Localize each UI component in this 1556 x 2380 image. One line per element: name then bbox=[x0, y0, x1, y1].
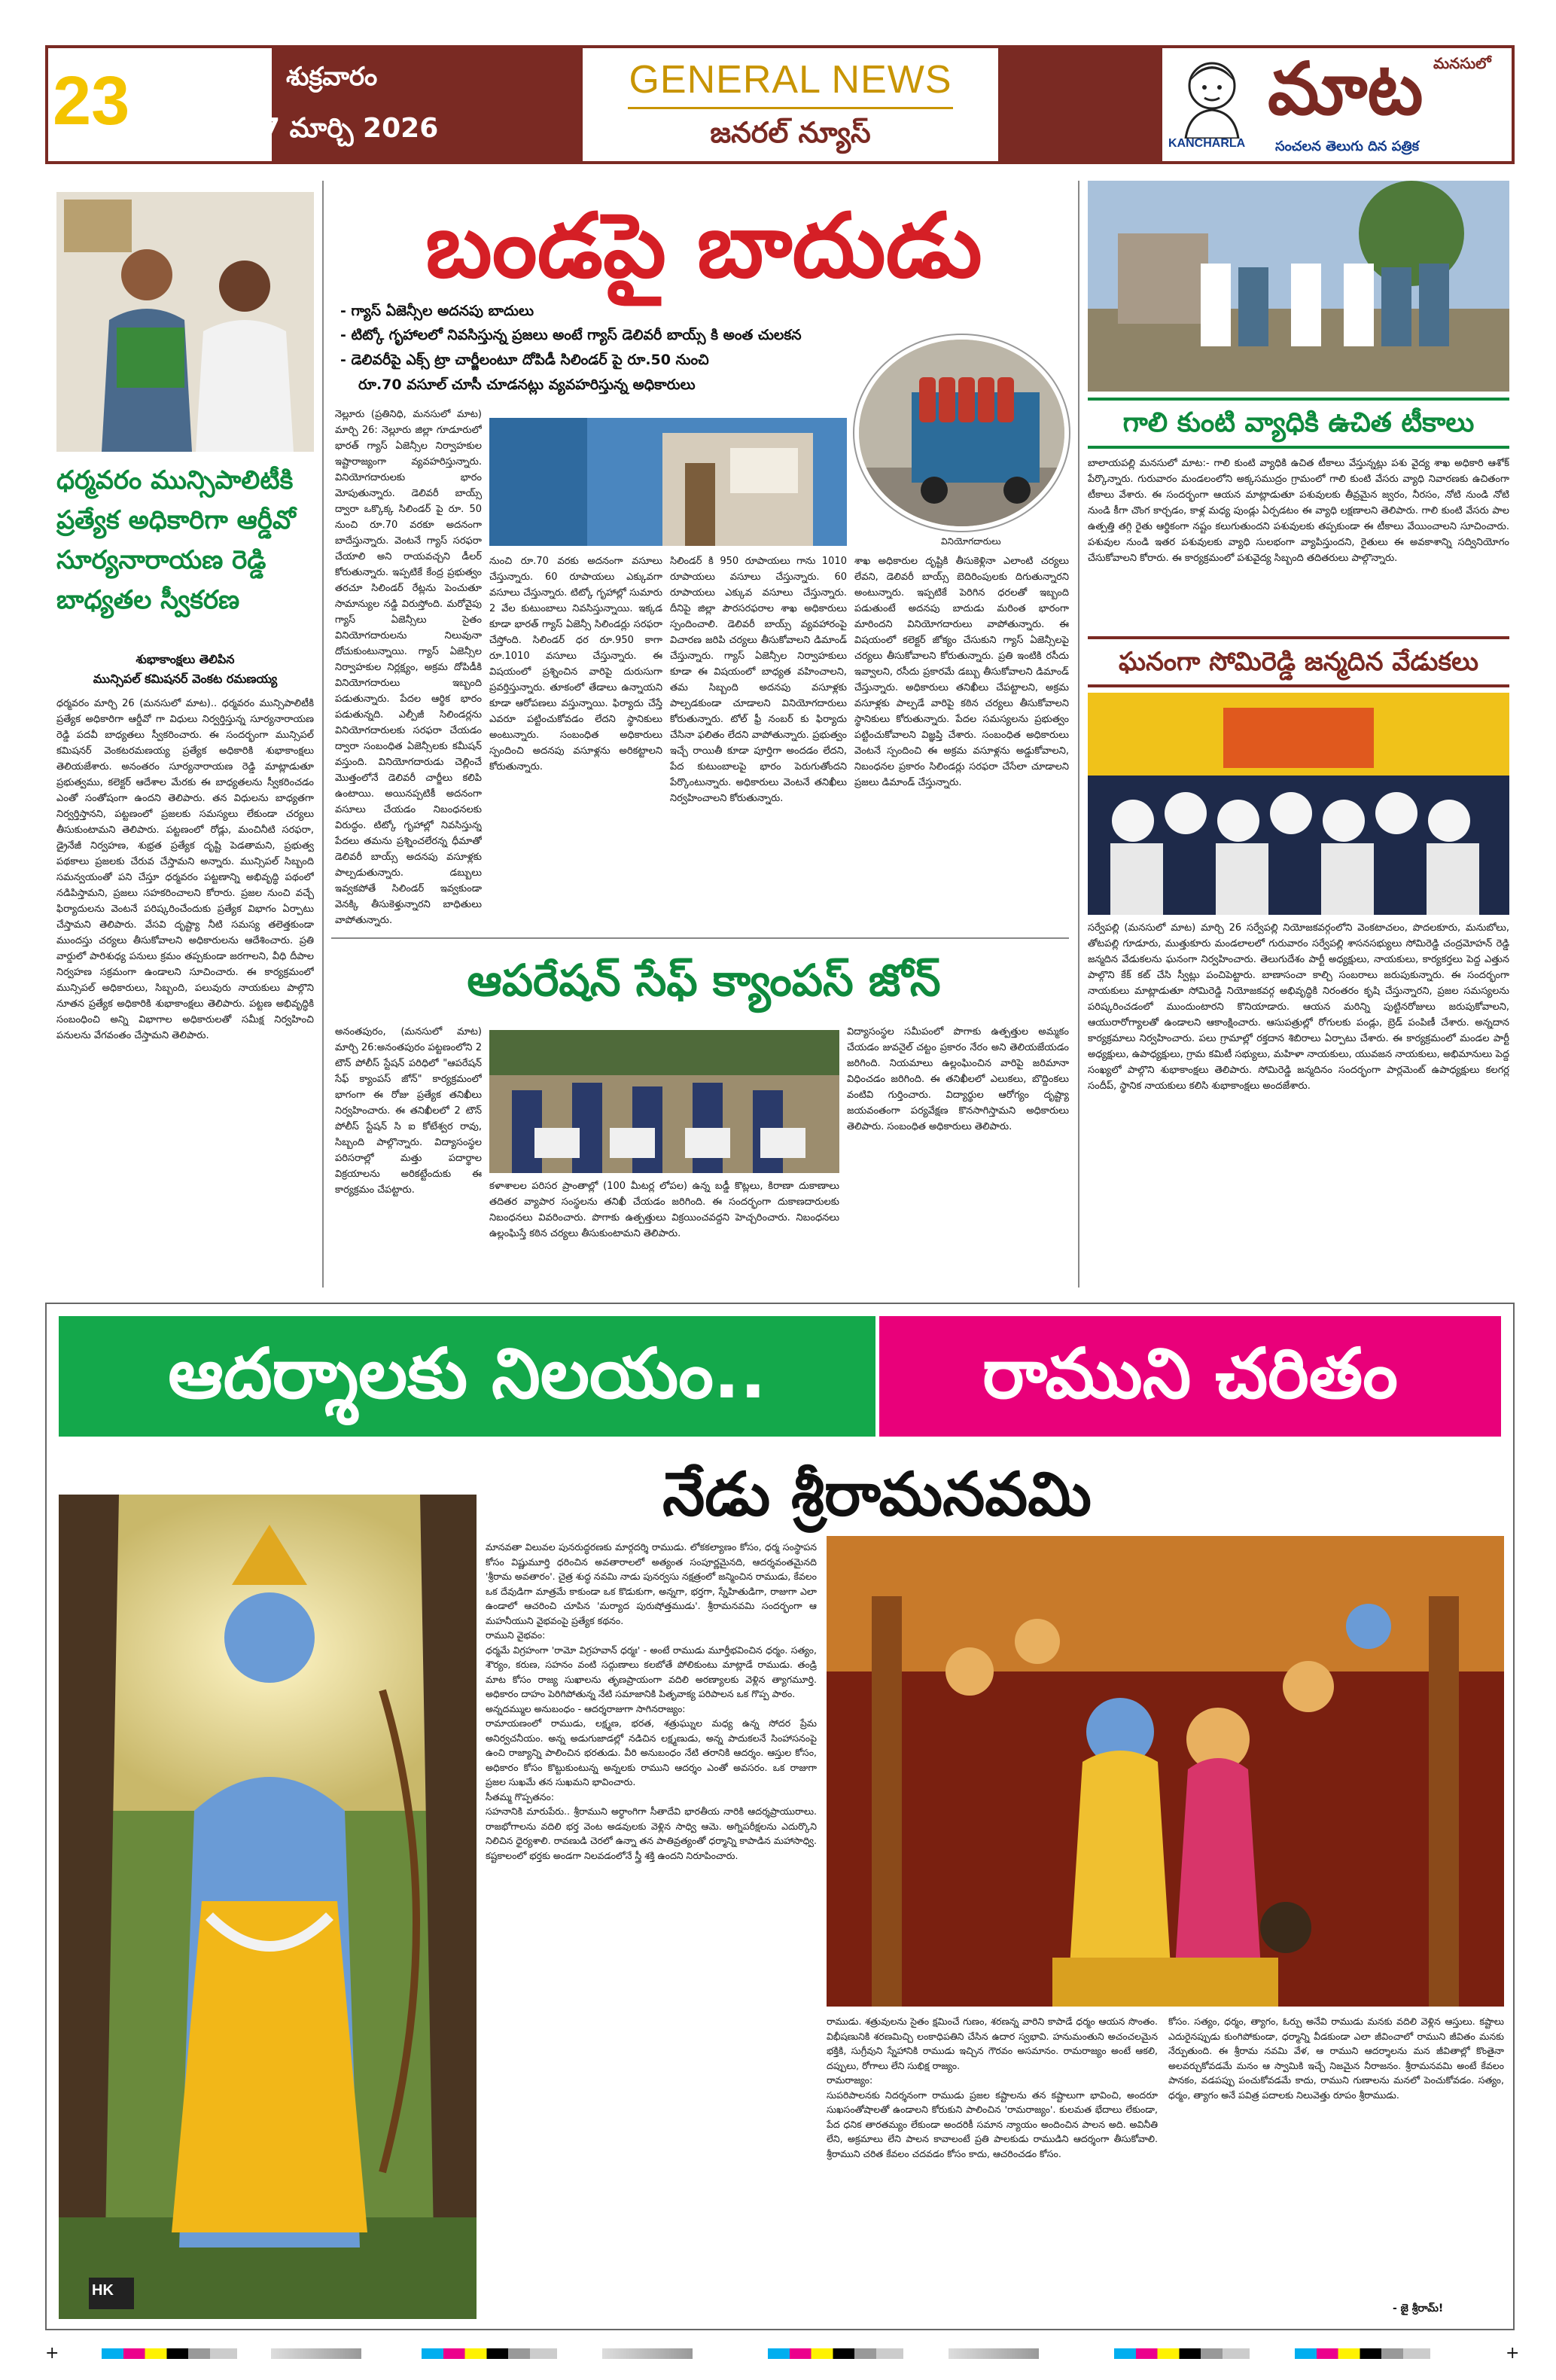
banner-right bbox=[879, 1316, 1501, 1437]
weekday: శుక్రవారం bbox=[286, 62, 378, 92]
logo-tagline: సంచలన తెలుగు దిన పత్రిక bbox=[1275, 139, 1419, 154]
left-story-sub2: మున్సిపల్ కమిషనర్ వెంకట రమణయ్య bbox=[93, 672, 278, 686]
feature-col-1: మానవతా విలువల పునరుద్ధరణకు మార్గదర్శి రాముడు. లోకకల్యాణం కోసం, ధర్మ సంస్థాపన కోసం విష్ణుమూర్తి ధరించిన అవతారాలలో అత్యంత సంపూర్ణమైనది, ఆదర్శవంతమైనది 'శ్రీరామ అవతారం'. చైత్ర శుద్ధ నవమి నాడు పునర్వసు నక్షత్రంలో జన్మించిన రాముడు, కేవలం ఒక దేవుడిగా మాత్రమే కాకుండా ఒక కొడుకుగా, అన్నగా, భర్తగా, స్నేహితుడిగా, రాజుగా ఎలా ఉండాలో ఆచరించి చూపిన 'మర్యాద పురుషోత్తముడు'. శ్రీరామనవమి సందర్భంగా ఆ మహనీయుని వైభవంపై ప్రత్యేక కథనం. రాముని వైభవం: ధర్మమే విగ్రహంగా 'రామో విగ్రహవాన్ ధర్మః' - అంటే రాముడు మూర్తీభవించిన ధర్మం. సత్యం, శౌర్యం, కరుణ, సహనం వంటి సద్గుణాలు కలబోతే పోలికుంటు మాట్లాడే రాముడు. తండ్రి మాట కోసం రాజ్య సుఖాలను తృణప్రాయంగా వదిలి అరణ్యాలకు వెళ్లిన త్యాగమూర్తి. అధికారం దాహం పెరిగిపోతున్న నేటి సమాజానికి పితృవాక్య పరిపాలన ఒక గొప్ప పాఠం. అన్నదమ్ముల అనుబంధం - ఆదర్శరాజుగా సాగినరాజ్యం: రామాయణంలో రాముడు, లక్ష్మణ, భరత, శత్రుఘ్నుల మధ్య ఉన్న సోదర ప్రేమ అనిర్వచనీయం. అన్న అడుగుజాడల్లో నడిచిన లక్ష్మణుడు, అన్న పాదుకలనే సింహాసనంపై ఉంచి రాజ్యాన్ని పాలించిన భరతుడు. వీరి అనుబంధం నేటి తరానికి ఆదర్శం. ఆస్తుల కోసం, అధికారం కోసం కొట్టుకుంటున్న అన్నలకు రాముని ఆదర్శం ఎంతో అవసరం. ఒక రాజుగా ప్రజల సుఖమే తన సుఖమని భావించారు. సీతమ్మ గొప్పతనం: సహనానికి మారుపేరు.. శ్రీరాముని అర్ధాంగిగా సీతాదేవి భారతీయ నారికి ఆదర్శప్రాయురాలు. రాజభోగాలను వదిలి భర్త వెంట అడవులకు వెళ్లిన సాధ్వి ఆమె. అగ్నిపరీక్షలను ఎదుర్కొని నిలిచిన ధైర్యశాలి. రావణుడి చెరలో ఉన్నా తన పాతివ్రత్యంతో ధర్మాన్ని కాపాడిన మహాసాధ్వి. కష్టకాలంలో భర్తకు అండగా నిలవడంలోనే స్త్రీ శక్తి ఉందని నిరూపించారు. bbox=[486, 1541, 817, 1861]
operation-headline: ఆపరేషన్ సేఫ్ క్యాంపస్ జోన్ bbox=[467, 955, 941, 1006]
logo-small: మనసులో bbox=[1433, 54, 1491, 72]
vaccine-photo bbox=[1088, 181, 1509, 392]
left-story-title: ధర్మవరం మున్సిపాలిటీకి ప్రత్యేక అధికారిగా ఆర్డీవో సూర్యనారాయణ రెడ్డి బాధ్యతల స్వీకరణ bbox=[56, 465, 296, 615]
issue-date: 27 మార్చి 2026 bbox=[242, 113, 439, 144]
logo-brand: KANCHARLA bbox=[1168, 137, 1246, 150]
feature-signoff: - జై శ్రీరామ్! bbox=[1393, 2302, 1444, 2314]
section-title-en: GENERAL NEWS bbox=[629, 58, 952, 102]
print-color-bar: + + bbox=[45, 2344, 1520, 2363]
cylinder-truck-photo bbox=[854, 335, 1069, 531]
newspaper-logo bbox=[1159, 45, 1515, 164]
founder-portrait-icon bbox=[1174, 56, 1250, 139]
rama-portrait bbox=[59, 1495, 477, 2319]
birthday-headline: ఘనంగా సోమిరెడ్డి జన్మదిన వేడుకలు bbox=[1088, 636, 1509, 687]
date-box bbox=[45, 45, 275, 164]
left-story-body: ధర్మవరం మార్చి 26 (మనసులో మాట).. ధర్మవరం మున్సిపాలిటీకి ప్రత్యేక అధికారిగా ఆర్డీవో గా విధులు నిర్వర్తిస్తున్న సూర్యనారాయణ రెడ్డి పదవీ బాధ్యతలు స్వీకరించారు. ఈ సందర్భంగా మున్సిపల్ కమిషనర్ వెంకటరమణయ్య ప్రత్యేక అధికారికి శుభాకాంక్షలు తెలియజేశారు. అనంతరం సూర్యనారాయణ రెడ్డి మాట్లాడుతూ ప్రభుత్వము, కలెక్టర్ ఆదేశాల మేరకు ఈ బాధ్యతలను స్వీకరించడం ఎంతో సంతోషంగా ఉందని తెలిపారు. తన విధులను బాధ్యతగా నిర్వర్తిస్తానని, పట్టణంలో ప్రజలకు సమస్యలు లేకుండా చర్యలు తీసుకుంటామని తెలిపారు. పట్టణంలో రోడ్లు, మంచినీటి సరఫరా, డ్రైనేజీ నిర్వహణ, శుభ్రత ప్రత్యేక దృష్టి పెడతామని, ప్రభుత్వ పథకాలు ప్రజలకు చేరువ చేస్తామని అన్నారు. మున్సిపల్ సిబ్బంది సమన్వయంతో పని చేస్తూ ధర్మవరం పట్టణాన్ని అభివృద్ధి పథంలో నడిపిస్తామని, ప్రజలు సహకరించాలని కోరారు. ప్రజల నుంచి వచ్చే ఫిర్యాదులను వెంటనే పరిష్కరించేందుకు ప్రత్యేక విభాగం ఏర్పాటు చేస్తామని తెలిపారు. వేసవి దృష్ట్యా నీటి సమస్య తలెత్తకుండా ముందస్తు చర్యలు తీసుకోవాలని అధికారులను ఆదేశించారు. ప్రతి వార్డులో పారిశుధ్య పనులు క్రమం తప్పకుండా జరగాలని, వీధి దీపాల నిర్వహణ సక్రమంగా ఉండాలని సూచించారు. ఈ కార్యక్రమంలో మున్సిపల్ అధికారులు, సిబ్బంది, పలువురు నాయకులు పాల్గొని నూతన ప్రత్యేక అధికారికి శుభాకాంక్షలు తెలిపారు. పట్టణ అభివృద్ధికి సంబంధించి అన్ని విభాగాల అధికారులతో సమీక్ష నిర్వహించి పనులను వేగవంతం చేస్తామని తెలిపారు. bbox=[56, 698, 314, 1041]
feature-col-3: కోసం. సత్యం, ధర్మం, త్యాగం, ఓర్పు అనేవి రాముడు మనకు వదిలి వెళ్లిన ఆస్తులు. కష్టాలు ఎదురైనప్పుడు కుంగిపోకుండా, ధర్మాన్ని వీడకుండా ఎలా జీవించాలో రాముని జీవితం మనకు నేర్పుతుంది. ఈ శ్రీరామ నవమి వేళ, ఆ రాముని ఆదర్శాలను మన జీవితాల్లో కొంతైనా అలవర్చుకోవడమే మనం ఆ స్వామికి ఇచ్చే నిజమైన నీరాజనం. శ్రీరామనవమి అంటే కేవలం పానకం, వడపప్పు పంచుకోవడమే కాదు, రాముని గుణాలను మనలో పెంచుకోవడం. సత్యం, ధర్మం, త్యాగం అనే పవిత్ర పదాలకు నిలువెత్తు రూపం శ్రీరాముడు. bbox=[1168, 2016, 1504, 2101]
operation-col-1: అనంతపురం, (మనసులో మాట) మార్చి 26:అనంతపురం పట్టణంలోని 2 టౌన్ పోలీస్ స్టేషన్ పరిధిలో "ఆపరేషన్ సేఫ్ క్యాంపస్ జోన్" కార్యక్రమంలో భాగంగా ఈ రోజు ప్రత్యేక తనిఖీలు నిర్వహించారు. ఈ తనిఖీలలో 2 టౌన్ పోలీస్ స్టేషన్ సి ఐ కోటేశ్వర రావు, సిబ్బంది పాల్గొన్నారు. విద్యాసంస్థల పరిసరాల్లో మత్తు పదార్థాల విక్రయాలను అరికట్టేందుకు ఈ కార్యక్రమం చేపట్టారు. bbox=[335, 1026, 482, 1196]
officials-photo bbox=[56, 192, 314, 452]
main-headline: బండపై బాదుడు bbox=[425, 194, 982, 297]
tidco-building-photo bbox=[489, 418, 847, 546]
main-bullet-4: రూ.70 వసూల్ చూసీ చూడనట్లు వ్యవహరిస్తున్న అధికారులు bbox=[358, 376, 696, 393]
main-col-1: నెల్లూరు (ప్రతినిధి, మనసులో మాట) మార్చి 26: నెల్లూరు జిల్లా గూడూరులో భారత్ గ్యాస్ ఏజెన్సీల నిర్వాహకుల ఇష్టారాజ్యంగా వ్యవహరిస్తున్నారు. వినియోగదారులకు భారం మోపుతున్నారు. డెలివరీ బాయ్స్ ద్వారా ఒక్కొక్క సిలిండర్ పై రూ. 50 నుంచి రూ.70 వరకూ అదనంగా బాదేస్తున్నారు. వెంటనే గ్యాస్ సరఫరా చేయాలి అని రాయవచ్చని డీలర్ కోరుతున్నారు. ఇప్పటికే కేంద్ర ప్రభుత్వం తరచూ సిలిండర్ రేట్లను పెంచుతూ సామాన్యుల నడ్డి విరుస్తోంది. మరోవైపు గ్యాస్ ఏజెన్సీలు సైతం వినియోగదారులను నిలువునా దోచుకుంటున్నాయి. గ్యాస్ ఏజెన్సీల నిర్వాహకుల నిర్లక్ష్యం, అక్రమ దోపిడీకి వినియోగదారులు ఇబ్బంది పడుతున్నారు. పేదల ఆర్థిక భారం పడుతున్నది. ఎల్పీజీ సిలిండర్లను వినియోగదారులకు సరఫరా చేయడం ద్వారా సంబంధిత ఏజెన్సీలకు కమీషన్ వస్తుంది. వినియోగదారుడు చెల్లించే మొత్తంలోనే డెలివరీ చార్జీలు కలిపి ఉంటాయి. అయినప్పటికీ అదనంగా వసూలు చేయడం నిబంధనలకు విరుద్ధం. టిట్కో గృహాల్లో నివసిస్తున్న పేదలు తమను ప్రశ్నించలేరన్న ధీమాతో డెలివరీ బాయ్స్ అదనపు వసూళ్లకు పాల్పడుతున్నారు. డబ్బులు ఇవ్వకపోతే సిలిండర్ ఇవ్వకుండా వెనక్కి తీసుకెళ్తున్నారని బాధితులు వాపోతున్నారు. bbox=[335, 409, 482, 926]
campus-police-photo bbox=[489, 1030, 839, 1173]
main-bullet-3: - డెలివరీపై ఎక్స్ ట్రా చార్జీలంటూ దోపిడీ సిలిండర్ పై రూ.50 నుంచి bbox=[340, 352, 709, 368]
feature-col-2: రాముడు. శత్రువులను సైతం క్షమించే గుణం, శరణన్న వారిని కాపాడే ధర్మం ఆయన సొంతం. విభీషణునికి శరణమిచ్చి లంకాధిపతిని చేసిన ఉదార స్వభావి. హనుమంతుని అచంచలమైన భక్తికి, సుగ్రీవుని స్నేహానికి రాముడు ఇచ్చిన గౌరవం అసమానం. రామరాజ్యం అంటే ఆకలి, దప్పులు, రోగాలు లేని సుభిక్ష రాజ్యం. రామరాజ్యం: సుపరిపాలనకు నిదర్శనంగా రాముడు ప్రజల కష్టాలను తన కష్టాలుగా భావించి, అందరూ సుఖసంతోషాలతో ఉండాలని కోరుకుని పాలించిన 'రామరాజ్యం'. కులమత భేదాలు లేకుండా, పేద ధనిక తారతమ్యం లేకుండా అందరికీ సమాన న్యాయం అందించిన పాలన అది. అవినీతి లేని, అక్రమాలు లేని పాలన కావాలంటే ప్రతి పాలకుడు రాముడిని ఆదర్శంగా తీసుకోవాలి. శ్రీరాముని చరిత కేవలం చదవడం కోసం కాదు, ఆచరించడం కోసం. bbox=[827, 2016, 1158, 2159]
birthday-body: సర్వేపల్లి (మనసులో మాట) మార్చి 26 సర్వేపల్లి నియోజకవర్గంలోని వెంకటాచలం, పొదలకూరు, మనుబోలు, తోటపల్లి గూడూరు, ముత్తుకూరు మండలాలలో గురువారం సర్వేపల్లి శాసనసభ్యులు సోమిరెడ్డి చంద్రమోహన్ రెడ్డి జన్మదిన వేడుకలను ఘనంగా నిర్వహించారు. తెలుగుదేశం పార్టీ అధ్యక్షులు, నాయకులు, కార్యకర్తలు పెద్ద ఎత్తున పాల్గొని కేక్ కట్ చేసి స్వీట్లు పంచిపెట్టారు. బాణాసంచా కాల్చి సంబరాలు జరుపుకున్నారు. ఈ సందర్భంగా నాయకులు మాట్లాడుతూ సోమిరెడ్డి నియోజకవర్గ అభివృద్ధికి నిరంతరం కృషి చేస్తున్నారని, ప్రజల సమస్యలను పరిష్కరించడంలో ముందుంటారని కొనియాడారు. ఆయన మరిన్ని పుట్టినరోజులు జరుపుకోవాలని, ఆయురారోగ్యాలతో ఉండాలని ఆకాంక్షించారు. ఆసుపత్రుల్లో రోగులకు పండ్లు, బ్రెడ్ పంపిణీ చేశారు. అన్నదాన కార్యక్రమాలు నిర్వహించారు. పలు గ్రామాల్లో రక్తదాన శిబిరాలు ఏర్పాటు చేశారు. ఈ కార్యక్రమంలో మండల పార్టీ అధ్యక్షులు, ఉపాధ్యక్షులు, గ్రామ కమిటీ సభ్యులు, మహిళా నాయకులు, యువజన నాయకులు, అభిమానులు పెద్ద సంఖ్యలో పాల్గొని శుభాకాంక్షలు తెలిపారు. సోమిరెడ్డి జన్మదినం సందర్భంగా పార్లమెంట్ ఉపాధ్యక్షులు కలగర్ల సందీప్, స్థానిక నాయకులు కలిసి శుభాకాంక్షలు అందజేశారు. bbox=[1088, 922, 1509, 1092]
banner-right-text: రాముని చరితం bbox=[982, 1333, 1398, 1414]
page-number: 23 bbox=[53, 62, 130, 139]
feature-subhead: నేడు శ్రీరామనవమి bbox=[662, 1459, 1092, 1529]
main-col-4: శాఖ అధికారుల దృష్టికి తీసుకెళ్లినా ఎలాంటి చర్యలు లేవని, డెలివరీ బాయ్స్ బెదిరింపులకు దిగుతున్నారని అంటున్నారు. ఇప్పటికే పెరిగిన ధరలతో ఇబ్బంది పడుతుంటే అదనపు బాదుడు మరింత భారంగా మారిందని వినియోగదారులు వాపోతున్నారు. ఈ విషయంలో కలెక్టర్ జోక్యం చేసుకుని గ్యాస్ ఏజెన్సీలపై చర్యలు తీసుకోవాలని కోరుతున్నారు. ప్రతి ఇంటికి రసీదు ఇవ్వాలని, రసీదు ప్రకారమే డబ్బు తీసుకోవాలని డిమాండ్ చేస్తున్నారు. అధికారులు తనిఖీలు చేపట్టాలని, అక్రమ వసూళ్లకు పాల్పడే వారిపై కఠిన చర్యలు తీసుకోవాలని స్థానికులు కోరుతున్నారు. పేదల సమస్యలను ప్రభుత్వం పట్టించుకోవాలని విజ్ఞప్తి చేశారు. సంబంధిత అధికారులు వెంటనే స్పందించి ఈ అక్రమ వసూళ్లను అడ్డుకోవాలని, నిబంధనల ప్రకారం సిలిండర్లు సరఫరా చేసేలా చూడాలని ప్రజలు డిమాండ్ చేస్తున్నారు. bbox=[854, 556, 1069, 788]
vaccine-headline: గాలి కుంటి వ్యాధికి ఉచిత టీకాలు bbox=[1088, 398, 1509, 449]
main-col-2: నుంచి రూ.70 వరకు అదనంగా వసూలు చేస్తున్నారు. 60 రూపాయలు ఎక్కువగా వసూలు చేస్తున్నారు. టిట్కో గృహాల్లో సుమారు 2 వేల కుటుంబాలు నివసిస్తున్నాయి. ఇక్కడ కూడా భారత్ గ్యాస్ ఏజెన్సీ సిలిండర్లు సరఫరా చేస్తోంది. సిలిండర్ ధర రూ.950 కాగా రూ.1010 వసూలు చేస్తున్నారు. ఈ విషయంలో ప్రశ్నించిన వారిపై దురుసుగా ప్రవర్తిస్తున్నారు. తూకంలో తేడాలు ఉన్నాయని కూడా ఆరోపణలు వస్తున్నాయి. ఫిర్యాదు చేస్తే ఎవరూ పట్టించుకోవడం లేదని స్థానికులు అంటున్నారు. సంబంధిత అధికారులు స్పందించి అదనపు వసూళ్లను అరికట్టాలని కోరుతున్నారు. bbox=[489, 556, 662, 773]
banner-left-text: ఆదర్శాలకు నిలయం.. bbox=[168, 1333, 766, 1414]
logo-title: మాట bbox=[1268, 47, 1424, 131]
main-bullet-2: - టిట్కో గృహాలలో నివసిస్తున్న ప్రజలు అంటే గ్యాస్ డెలివరీ బాయ్స్ కి అంత చులకన bbox=[340, 327, 802, 343]
section-box bbox=[580, 45, 1001, 164]
left-story-sub1: శుభాకాంక్షలు తెలిపిన bbox=[136, 652, 235, 666]
photo-caption: వినియోగదారులు bbox=[941, 536, 1001, 547]
rama-darbar-painting bbox=[827, 1536, 1504, 2007]
vaccine-body: బాలాయపల్లి మనసులో మాట:- గాలి కుంటి వ్యాధికి ఉచిత టీకాలు వేస్తున్నట్లు పశు వైద్య శాఖ అధికారి ఆశోక్ పేర్కొన్నారు. గురువారం మండలంలోని అక్కసముద్రం గ్రామంలో గాలి కుంటి వేసరు వ్యాధి నివారణకు ఉచితంగా టీకాలు వేశారు. ఈ సందర్భంగా ఆయన మాట్లాడుతూ పశువులకు తీవ్రమైన జ్వరం, నీరసం, నోటి నుండి నోటి నుండి కీగా చొంగ కార్చడం, కాళ్ల మధ్య పుండ్లు ఏర్పడటం ఈ వ్యాధి లక్షణాలని తెలిపారు. గాలి కుంటి వేసరు పాల ఉత్పత్తి తగ్గి రైతు ఆర్థికంగా నష్టం కలుగుతుందని పశువులకు తప్పకుండా ఈ టీకాలు వేయించాలని సూచించారు. పశువుల నుండి ఇతర పశువులకు వ్యాధి సులభంగా వ్యాపిస్తుందని, రైతులు ఈ అవకాశాన్ని సద్వినియోగం చేసుకోవాలని కోరారు. ఈ కార్యక్రమంలో పశువైద్య సిబ్బంది తదితరులు పాల్గొన్నారు. bbox=[1088, 458, 1509, 564]
operation-col-2: కళాశాలల పరిసర ప్రాంతాల్లో (100 మీటర్ల లోపల) ఉన్న బడ్డీ కొట్లలు, కిరాణా దుకాణాలు తదితర వ్యాపార సంస్థలను తనిఖీ చేయడం జరిగింది. ఈ సందర్భంగా దుకాణదారులకు నిబంధనలు వివరించారు. పొగాకు ఉత్పత్తులు విక్రయించవద్దని హెచ్చరించారు. నిబంధనలు ఉల్లంఘిస్తే కఠిన చర్యలు తీసుకుంటామని తెలిపారు. bbox=[489, 1181, 839, 1239]
artist-mark: HK bbox=[92, 2282, 114, 2299]
section-title-te: జనరల్ న్యూస్ bbox=[710, 116, 871, 149]
birthday-photo bbox=[1088, 693, 1509, 915]
main-col-3: సిలిండర్ కి 950 రూపాయలు గాను 1010 రూపాయలు వసూలు చేస్తున్నారు. 60 రూపాయలు ఎక్కువ వసూలు చేస్తున్నారు. దీనిపై జిల్లా పౌరసరఫరాల శాఖ అధికారులు స్పందించాలి. డెలివరీ బాయ్స్ వ్యవహారంపై విచారణ జరిపి చర్యలు తీసుకోవాలని డిమాండ్ చేస్తున్నారు. గ్యాస్ ఏజెన్సీల నిర్వాహకులు కూడా ఈ విషయంలో బాధ్యత వహించాలని, తమ సిబ్బంది అదనపు వసూళ్లకు పాల్పడకుండా చూడాలని వినియోగదారులు కోరుతున్నారు. టోల్ ఫ్రీ నంబర్ కు ఫిర్యాదు చేసినా ఫలితం లేదని వాపోతున్నారు. ప్రభుత్వం ఇచ్చే రాయితీ కూడా పూర్తిగా అందడం లేదని, పేద కుటుంబాలపై భారం పెరుగుతోందని పేర్కొంటున్నారు. అధికారులు వెంటనే తనిఖీలు నిర్వహించాలని కోరుతున్నారు. bbox=[670, 556, 847, 804]
main-bullet-1: - గ్యాస్ ఏజెన్సీల అదనపు బాదులు bbox=[340, 303, 534, 319]
banner-left bbox=[59, 1316, 875, 1437]
operation-col-3: విద్యాసంస్థల సమీపంలో పొగాకు ఉత్పత్తుల అమ్మకం చేయడం జువనైల్ చట్టం ప్రకారం నేరం అని తెలియజేయడం జరిగింది. నియమాలు ఉల్లంఘించిన వారిపై జరిమానా విధించడం జరిగింది. ఈ తనిఖీలలో ఎలుకలు, బొద్దింకలు వంటివి గుర్తించారు. విద్యార్థుల ఆరోగ్యం దృష్ట్యా జయవంతంగా పర్యవేక్షణ కొనసాగిస్తామని అధికారులు తెలిపారు. సంబంధిత అధికారులు తెలిపారు. bbox=[847, 1026, 1069, 1132]
